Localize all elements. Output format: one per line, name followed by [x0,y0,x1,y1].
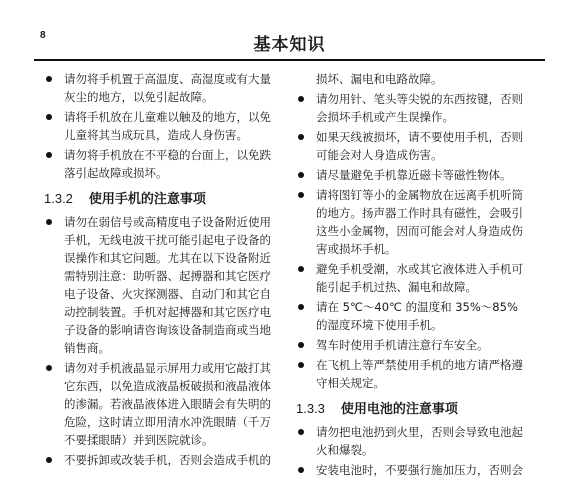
list-item: 请勿把电池扔到火里，否则会导致电池起火和爆裂。 [296,423,532,459]
left-column [44,70,280,471]
section-number: 1.3.2 [44,191,73,206]
bullet-icon [298,96,304,102]
list-item: 驾车时使用手机请注意行车安全。 [296,336,532,354]
bullet-icon [298,429,304,435]
list-item: 避免手机受潮，水或其它液体进入手机可能引起手机过热、漏电和故障。 [296,260,532,296]
bullet-icon [298,134,304,140]
section-number: 1.3.3 [296,401,325,416]
header-rule [34,59,545,61]
list-item: 请将图钉等小的金属物放在远离手机听筒的地方。扬声器工作时具有磁性，会吸引这些小金属物，因而可能会对人身造成伤害或损坏手机。 [296,186,532,258]
section-title: 使用电池的注意事项 [340,402,458,417]
bullet-icon [298,172,304,178]
bullet-icon [298,342,304,348]
bullet-icon [46,114,52,120]
section-heading [296,400,532,419]
list-item: 请将手机放在儿童难以触及的地方，以免儿童将其当成玩具，造成人身伤害。 [44,108,280,144]
list-item: 安装电池时，不要强行施加压力，否则会 [296,461,532,479]
bullet-icon [298,304,304,310]
bullet-icon [46,219,52,225]
bullet-icon [298,467,304,473]
right-column [296,70,532,481]
list-item: 请勿将手机放在不平稳的台面上，以免跌落引起故障或损坏。 [44,146,280,182]
list-item: 请勿将手机置于高温度、高湿度或有大量灰尘的地方，以免引起故障。 [44,70,280,106]
list-item: 请尽量避免手机靠近磁卡等磁性物体。 [296,166,532,184]
list-item: 请在 5℃～40℃ 的温度和 35%～85% 的湿度环境下使用手机。 [296,298,532,334]
list-item: 在飞机上等严禁使用手机的地方请严格遵守相关规定。 [296,356,532,392]
list-item: 请勿用针、笔头等尖锐的东西按键，否则会损坏手机或产生误操作。 [296,90,532,126]
list-item: 请勿在弱信号或高精度电子设备附近使用手机，无线电波干扰可能引起电子设备的误操作和其它问题。尤其在以下设备附近需特别注意：助听器、起搏器和其它医疗电子设备、火灾探测器、自动门和其它自动控制装置。手机对起搏器和其它医疗电子设备的影响请咨询该设备制造商或当地销售商。 [44,213,280,357]
bullet-icon [298,266,304,272]
bullet-icon [46,457,52,463]
bullet-icon [46,152,52,158]
continued-text: 损坏、漏电和电路故障。 [316,72,443,86]
list-item: 请勿对手机液晶显示屏用力或用它敲打其它东西，以免造成液晶板破损和液晶液体的渗漏。若液晶液体进入眼睛会有失明的危险，这时请立即用清水冲洗眼睛（千万不要揉眼睛）并到医院就诊。 [44,359,280,449]
bullet-icon [46,76,52,82]
bullet-icon [298,192,304,198]
list-item: 如果天线被损坏，请不要使用手机，否则可能会对人身造成伤害。 [296,128,532,164]
section-heading [44,190,280,209]
page-number: 8 [40,30,46,41]
page-title: 基本知识 [253,35,326,55]
bullet-icon [298,362,304,368]
list-item: 不要拆卸或改装手机，否则会造成手机的 [44,451,280,469]
bullet-icon [46,365,52,371]
section-title: 使用手机的注意事项 [88,192,206,207]
